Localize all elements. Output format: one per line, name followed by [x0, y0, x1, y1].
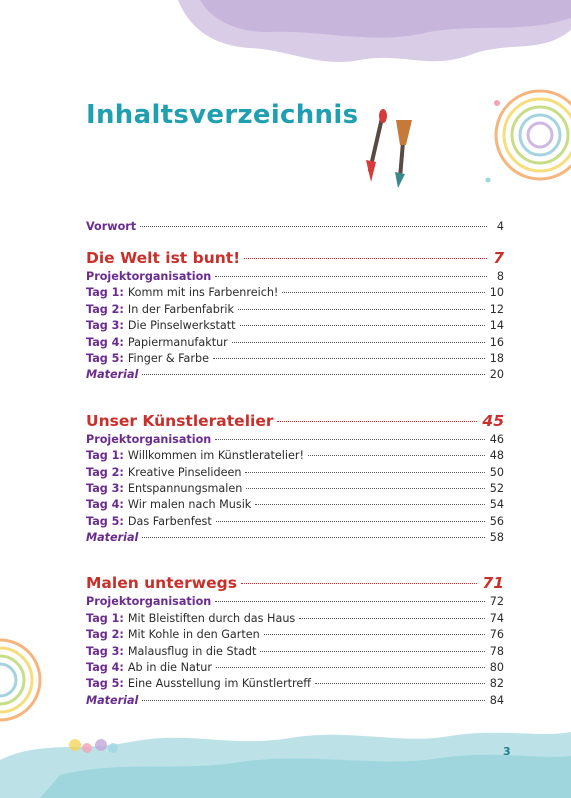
toc-entry-day[interactable]: Tag 5: Eine Ausstellung im Künstlertreff 82 [86, 677, 504, 691]
toc-entry-day[interactable]: Tag 3: Entspannungsmalen 52 [86, 481, 504, 495]
dot-leader [241, 583, 477, 584]
toc-entry-day[interactable]: Tag 4: Ab in die Natur 80 [86, 661, 504, 675]
chapter-block [86, 247, 504, 384]
toc-entry-day[interactable]: Tag 4: Papiermanufaktur 16 [86, 335, 504, 349]
chapter-block [86, 572, 504, 709]
dot-leader [215, 276, 487, 277]
dot-leader [142, 700, 484, 701]
dot-leader [240, 325, 485, 326]
toc-entry-day[interactable]: Tag 5: Finger & Farbe 18 [86, 351, 504, 365]
dot-leader [246, 488, 484, 489]
dot-leader [260, 651, 484, 652]
chapter-heading[interactable]: Die Welt ist bunt! 7 [86, 249, 504, 267]
dot-leader [315, 683, 485, 684]
dot-leader [264, 634, 485, 635]
dot-leader [245, 472, 484, 473]
toc-entry-day[interactable]: Tag 1: Komm mit ins Farbenreich! 10 [86, 286, 504, 300]
toc-entry-material[interactable]: Material 20 [86, 368, 504, 382]
toc-entry-day[interactable]: Tag 1: Willkommen im Künstleratelier! 48 [86, 449, 504, 463]
chapter-block [86, 410, 504, 547]
dot-leader [238, 309, 485, 310]
toc-entry-material[interactable]: Material 58 [86, 531, 504, 545]
toc-entry-day[interactable]: Tag 1: Mit Bleistiften durch das Haus 74 [86, 611, 504, 625]
paintbrush-icon [366, 109, 387, 182]
toc-entry-projektorganisation[interactable]: Projektorganisation 8 [86, 270, 504, 283]
toc-entry-day[interactable]: Tag 5: Das Farbenfest 56 [86, 514, 504, 528]
dot-leader [277, 421, 477, 422]
rainbow-arc-icon [0, 640, 40, 720]
dot-leader [215, 601, 485, 602]
dot-leader [232, 342, 485, 343]
toc-entry-day[interactable]: Tag 2: Mit Kohle in den Garten 76 [86, 628, 504, 642]
dot-leader [299, 618, 485, 619]
toc-entry-day[interactable]: Tag 2: In der Farbenfabrik 12 [86, 302, 504, 316]
dot-leader [244, 258, 487, 259]
chapter-heading[interactable]: Malen unterwegs 71 [86, 574, 504, 593]
dot-leader [255, 504, 484, 505]
dot-leader [216, 667, 485, 668]
page-number: 3 [503, 745, 511, 758]
toc-entry-day[interactable]: Tag 3: Malausflug in die Stadt 78 [86, 644, 504, 658]
dot-leader [142, 537, 484, 538]
toc-entry-projektorganisation[interactable]: Projektorganisation 46 [86, 432, 504, 446]
dot-leader [140, 226, 487, 227]
toc-entry-projektorganisation[interactable]: Projektorganisation 72 [86, 595, 504, 609]
dot-leader [216, 521, 485, 522]
chapter-heading[interactable]: Unser Künstleratelier 45 [86, 411, 504, 430]
dot-leader [142, 374, 484, 375]
dot-leader [213, 358, 485, 359]
dot-leader [215, 439, 485, 440]
page-title: Inhaltsverzeichnis [86, 100, 359, 130]
toc-entry-material[interactable]: Material 84 [86, 693, 504, 707]
paintbrush-icon [395, 120, 412, 188]
toc-entry-day[interactable]: Tag 4: Wir malen nach Musik 54 [86, 498, 504, 512]
toc-entry-day[interactable]: Tag 2: Kreative Pinselideen 50 [86, 465, 504, 479]
toc-entry-vorwort[interactable]: Vorwort 4 [86, 220, 504, 233]
rainbow-circles-icon [496, 91, 571, 179]
table-of-contents [86, 220, 504, 709]
toc-entry-day[interactable]: Tag 3: Die Pinselwerkstatt 14 [86, 319, 504, 333]
dot-leader [308, 455, 485, 456]
dot-leader [282, 292, 484, 293]
